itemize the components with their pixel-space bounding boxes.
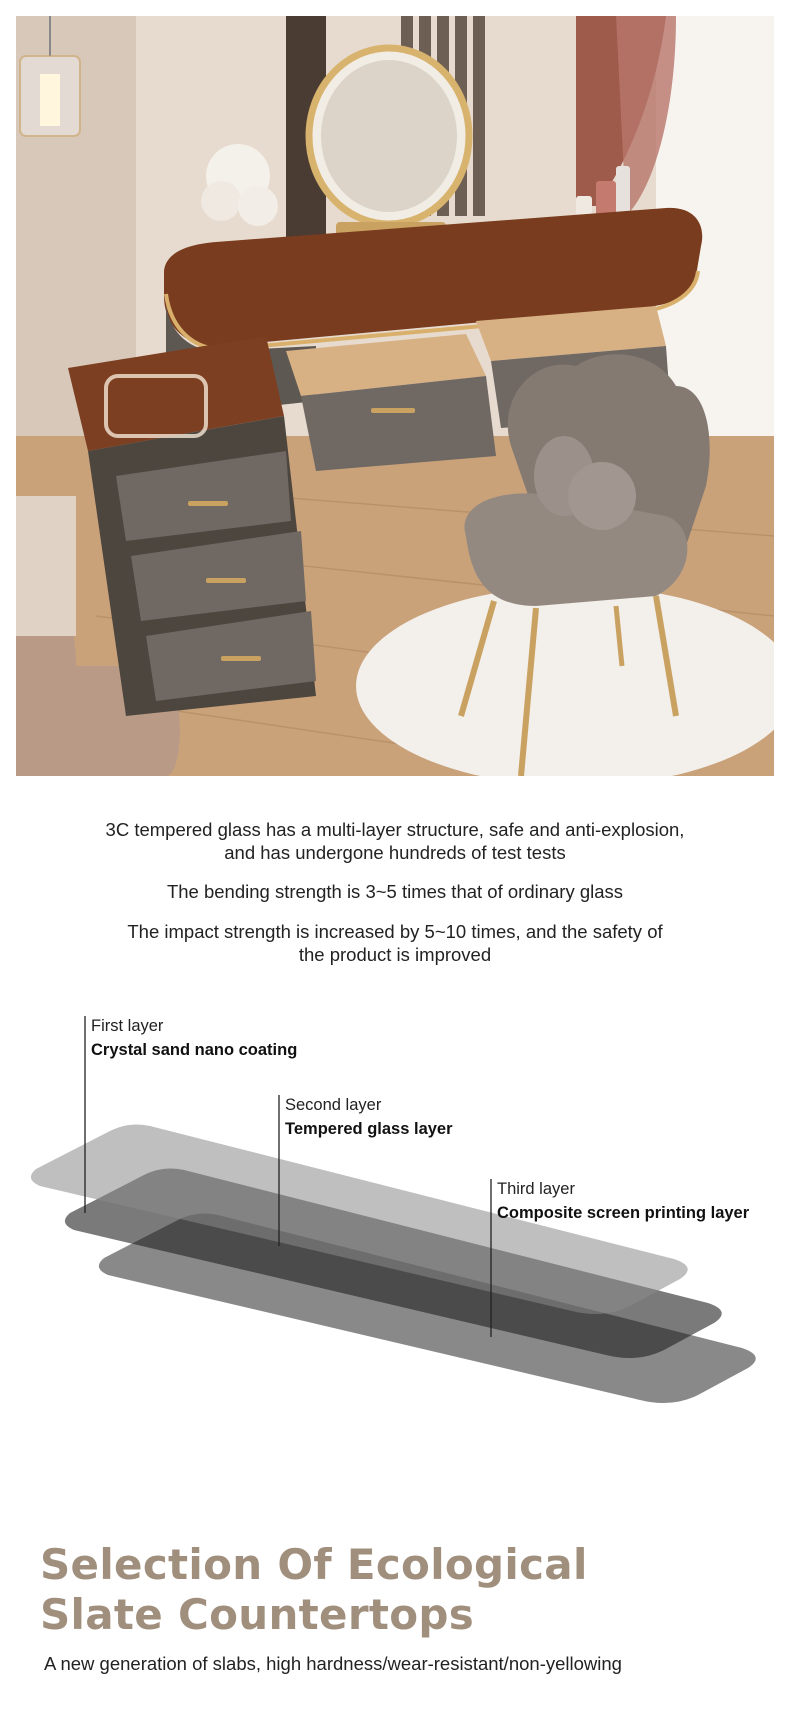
description-bending-strength [0,880,790,903]
section-subheading: A new generation of slabs, high hardness/wear-resistant/non-yellowing [44,1653,622,1674]
second-layer-label [285,1093,453,1141]
first-layer-label [91,1014,297,1062]
layer-description: Composite screen printing layer [497,1204,750,1222]
layer-stack-graphic [0,1000,790,1520]
description-impact-strength [0,920,790,966]
vanity-scene-illustration [16,16,774,776]
glass-layer-diagram [0,1000,790,1520]
layer-name: First layer [91,1017,164,1035]
description-line: The impact strength is increased by 5~10 times, and the safety of [127,921,663,942]
product-photo [16,16,774,776]
layer-description: Tempered glass layer [285,1120,453,1138]
description-line: 3C tempered glass has a multi-layer structure, safe and anti-explosion, [105,819,685,840]
heading-line: Slate Countertops [40,1590,475,1639]
layer-description: Crystal sand nano coating [91,1041,298,1059]
description-line: and has undergone hundreds of test tests [224,842,566,863]
section-heading [40,1540,588,1640]
heading-line: Selection Of Ecological [40,1540,588,1589]
description-glass-structure [0,818,790,864]
layer-name: Third layer [497,1180,575,1198]
description-line: the product is improved [298,944,492,965]
third-layer-label [497,1177,749,1225]
description-line: The bending strength is 3~5 times that of ordinary glass [166,881,624,902]
layer-name: Second layer [285,1096,382,1114]
